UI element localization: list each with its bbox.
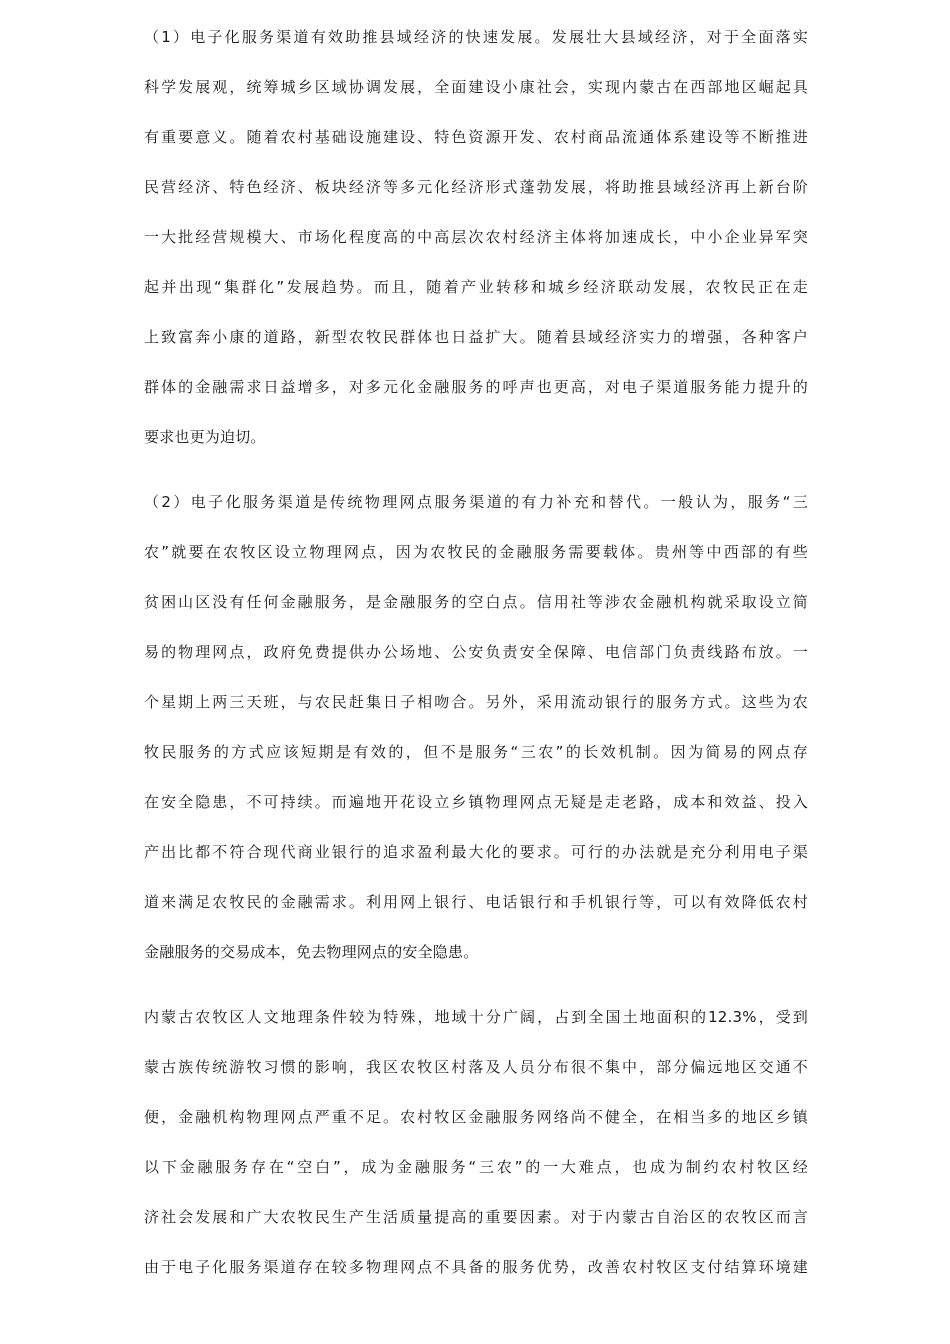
text-line: 有重要意义。随着农村基础设施建设、特色资源开发、农村商品流通体系建设等不断推进 <box>144 128 808 146</box>
text-line: 在安全隐患，不可持续。而遍地开花设立乡镇物理网点无疑是走老路，成本和效益、投入 <box>144 793 808 811</box>
text-line: 道来满足农牧民的金融需求。利用网上银行、电话银行和手机银行等，可以有效降低农村 <box>144 893 808 911</box>
text-line: 便，金融机构物理网点严重不足。农村牧区金融服务网络尚不健全，在相当多的地区乡镇 <box>144 1108 808 1126</box>
text-line: 要求也更为迫切。 <box>144 428 266 446</box>
text-line: 金融服务的交易成本，免去物理网点的安全隐患。 <box>144 943 479 961</box>
text-line: 由于电子化服务渠道存在较多物理网点不具备的服务优势，改善农村牧区支付结算环境建 <box>144 1258 808 1276</box>
text-line: （2）电子化服务渠道是传统物理网点服务渠道的有力补充和替代。一般认为，服务“三 <box>144 493 808 511</box>
text-line: 济社会发展和广大农牧民生产生活质量提高的重要因素。对于内蒙古自治区的农牧区而言 <box>144 1208 808 1226</box>
text-line: （1）电子化服务渠道有效助推县域经济的快速发展。发展壮大县域经济，对于全面落实 <box>144 28 808 46</box>
text-line: 个星期上两三天班，与农民赶集日子相吻合。另外，采用流动银行的服务方式。这些为农 <box>144 693 808 711</box>
text-line: 农”就要在农牧区设立物理网点，因为农牧民的金融服务需要载体。贵州等中西部的有些 <box>144 543 808 561</box>
text-line: 民营经济、特色经济、板块经济等多元化经济形式蓬勃发展，将助推县域经济再上新台阶 <box>144 178 808 196</box>
text-line: 牧民服务的方式应该短期是有效的，但不是服务“三农”的长效机制。因为简易的网点存 <box>144 743 808 761</box>
text-line: 易的物理网点，政府免费提供办公场地、公安负责安全保障、电信部门负责线路布放。一 <box>144 643 808 661</box>
text-line: 贫困山区没有任何金融服务，是金融服务的空白点。信用社等涉农金融机构就采取设立简 <box>144 593 808 611</box>
text-line: 起并出现“集群化”发展趋势。而且，随着产业转移和城乡经济联动发展，农牧民正在走 <box>144 278 808 296</box>
text-line: 一大批经营规模大、市场化程度高的中高层次农村经济主体将加速成长，中小企业异军突 <box>144 228 808 246</box>
text-line: 产出比都不符合现代商业银行的追求盈利最大化的要求。可行的办法就是充分利用电子渠 <box>144 843 808 861</box>
text-line: 科学发展观，统筹城乡区域协调发展，全面建设小康社会，实现内蒙古在西部地区崛起具 <box>144 78 808 96</box>
text-line: 群体的金融需求日益增多，对多元化金融服务的呼声也更高，对电子渠道服务能力提升的 <box>144 378 808 396</box>
text-line: 蒙古族传统游牧习惯的影响，我区农牧区村落及人员分布很不集中，部分偏远地区交通不 <box>144 1058 808 1076</box>
text-line: 内蒙古农牧区人文地理条件较为特殊，地域十分广阔，占到全国土地面积的12.3%，受到 <box>144 1008 808 1026</box>
text-line: 以下金融服务存在“空白”，成为金融服务“三农”的一大难点，也成为制约农村牧区经 <box>144 1158 808 1176</box>
text-line: 上致富奔小康的道路，新型农牧民群体也日益扩大。随着县域经济实力的增强，各种客户 <box>144 328 808 346</box>
